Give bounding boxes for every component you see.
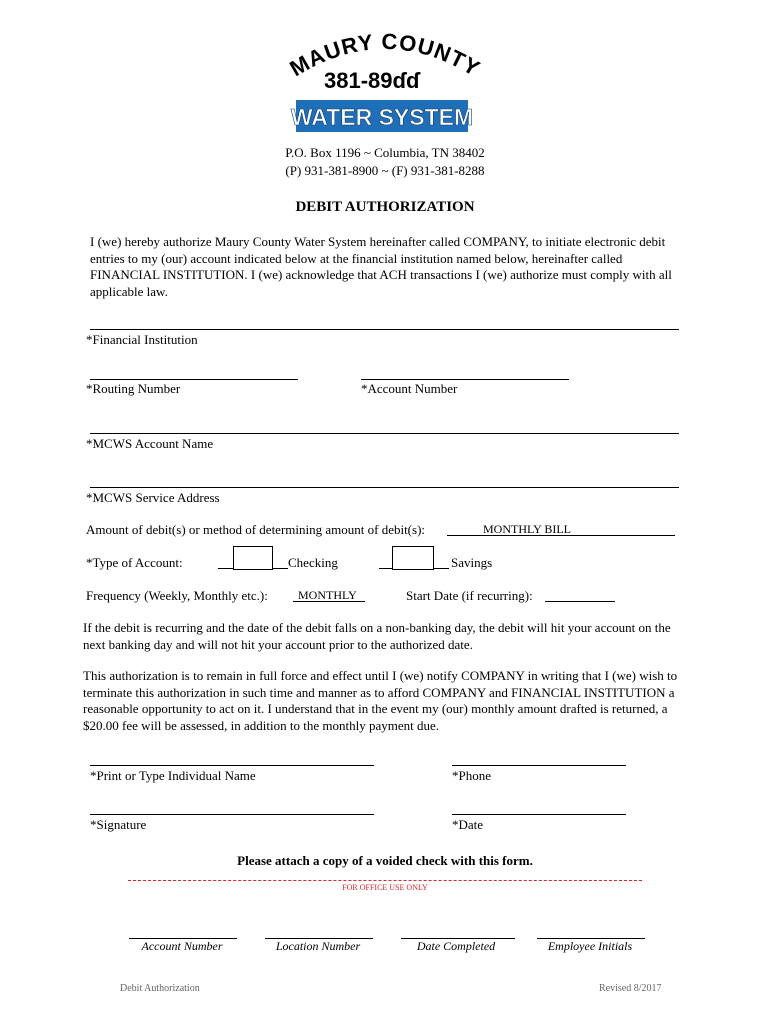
phone-label: *Phone	[452, 768, 491, 783]
signature-label: *Signature	[90, 817, 147, 832]
logo-phone-text: 381-89ɗɗ	[324, 68, 420, 93]
mcws-account-name-field[interactable]	[90, 433, 679, 434]
amount-value: MONTHLY BILL	[483, 522, 572, 536]
authorization-paragraph: This authorization is to remain in full force and effect until I (we) notify COMPANY in writing that I (we) wish to terminate this authorization in such time and manner as to afford COMPANY and FINANCIAL INSTITUTION a reasonable opportunity to act on it. I understand that in the event my (our) monthly amount drafted is returned, a $20.00 fee will be assessed, in addition to the monthly payment due.	[83, 668, 678, 733]
office-use-label: FOR OFFICE USE ONLY	[342, 883, 428, 892]
recurring-paragraph: If the debit is recurring and the date of the debit falls on a non-banking day, the debit will hit your account on the next banking day and will not hit your account prior to the authorized date.	[83, 620, 671, 652]
signature-field[interactable]	[90, 814, 374, 815]
intro-paragraph: I (we) hereby authorize Maury County Water System hereinafter called COMPANY, to initiate electronic debit entries to my (our) account indicated below at the financial institution named below, hereinafter called FINANCIAL INSTITUTION. I (we) acknowledge that ACH transactions I (we) authorize must comply with all applicable law.	[90, 234, 672, 299]
attach-check-note: Please attach a copy of a voided check with this form.	[237, 853, 533, 868]
routing-number-label: *Routing Number	[86, 381, 181, 396]
checking-label: Checking	[288, 555, 338, 570]
print-name-label: *Print or Type Individual Name	[90, 768, 256, 783]
logo-arc-text: MAURY COUNTY	[285, 28, 485, 82]
start-date-label: Start Date (if recurring):	[406, 588, 533, 603]
office-date-completed-label: Date Completed	[416, 939, 496, 953]
frequency-label: Frequency (Weekly, Monthly etc.):	[86, 588, 268, 603]
logo-banner-text: WATER SYSTEM	[290, 104, 474, 130]
date-label: *Date	[452, 817, 484, 832]
page-title: DEBIT AUTHORIZATION	[295, 199, 475, 215]
frequency-value: MONTHLY	[298, 588, 357, 602]
account-number-label: *Account Number	[361, 381, 458, 396]
office-employee-initials-label: Employee Initials	[547, 939, 633, 953]
mcws-service-address-field[interactable]	[90, 487, 679, 488]
office-location-number-label: Location Number	[275, 939, 361, 953]
logo-graphic	[280, 26, 490, 138]
account-number-field[interactable]	[361, 379, 569, 380]
print-name-field[interactable]	[90, 765, 374, 766]
financial-institution-label: *Financial Institution	[86, 332, 198, 347]
address-line-1: P.O. Box 1196 ~ Columbia, TN 38402	[285, 145, 485, 160]
footer-right: Revised 8/2017	[599, 983, 662, 994]
date-field[interactable]	[452, 814, 626, 815]
savings-checkbox[interactable]	[392, 546, 434, 570]
amount-label: Amount of debit(s) or method of determining amount of debit(s):	[86, 522, 426, 537]
savings-label: Savings	[451, 555, 493, 570]
checking-checkbox[interactable]	[233, 546, 273, 570]
phone-field[interactable]	[452, 765, 626, 766]
start-date-field[interactable]	[545, 601, 615, 602]
routing-number-field[interactable]	[90, 379, 298, 380]
type-of-account-label: *Type of Account:	[86, 555, 183, 570]
mcws-service-address-label: *MCWS Service Address	[86, 490, 220, 505]
footer-left: Debit Authorization	[120, 983, 200, 994]
office-use-divider	[128, 880, 642, 881]
mcws-account-name-label: *MCWS Account Name	[86, 436, 214, 451]
office-account-number-label: Account Number	[141, 939, 223, 953]
address-line-2: (P) 931-381-8900 ~ (F) 931-381-8288	[285, 163, 485, 178]
company-logo	[280, 26, 490, 138]
financial-institution-field[interactable]	[90, 329, 679, 330]
